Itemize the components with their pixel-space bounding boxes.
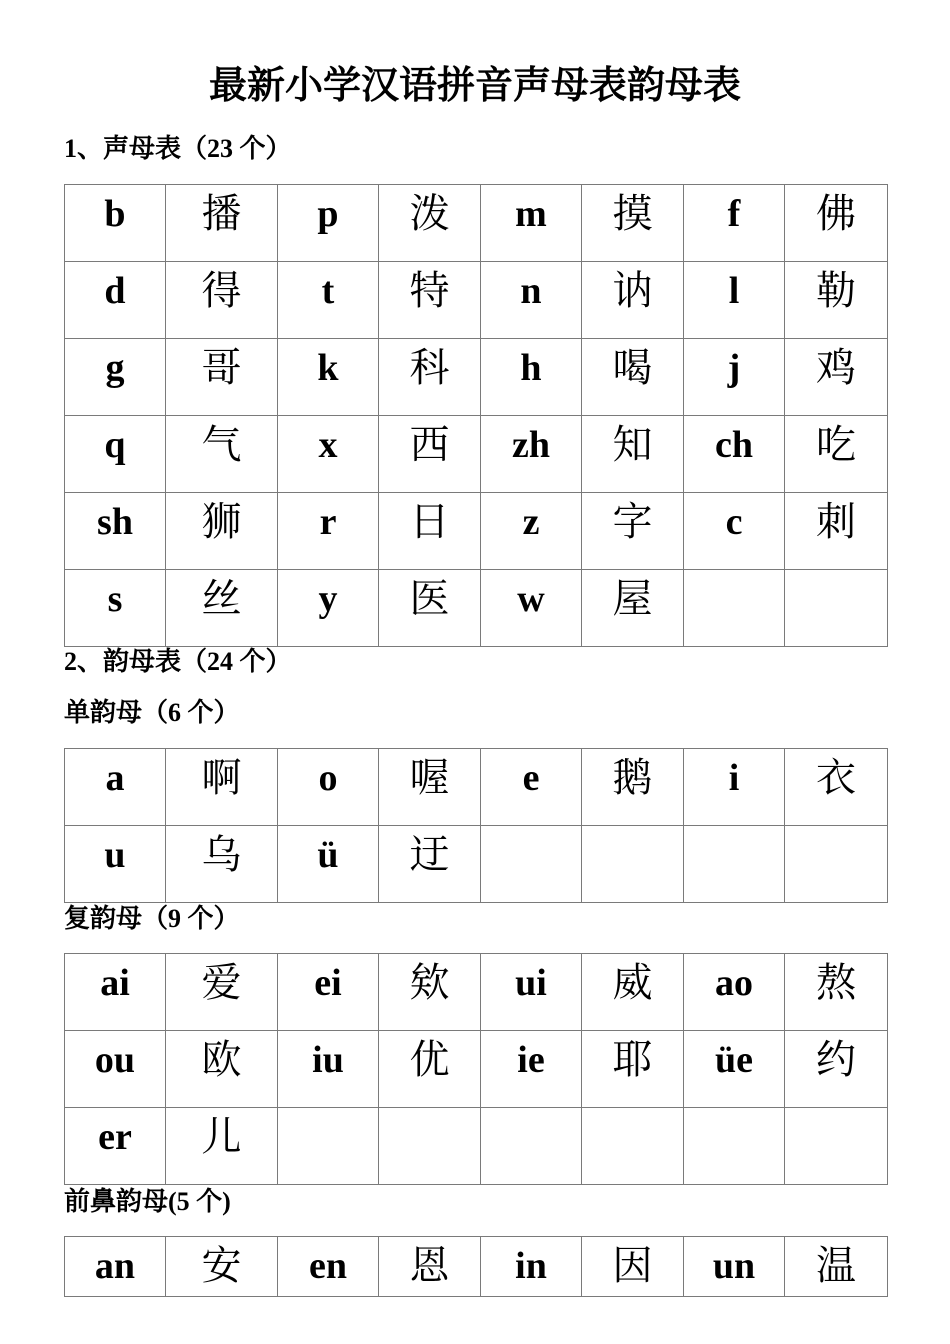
example-char-cell: 乌 (166, 826, 278, 903)
pinyin-cell: l (684, 262, 785, 339)
pinyin-cell (481, 826, 582, 903)
table-row (65, 570, 888, 647)
table-row (65, 262, 888, 339)
pinyin-cell: d (65, 262, 166, 339)
example-char-cell: 勒 (785, 262, 888, 339)
example-char-cell: 迂 (379, 826, 481, 903)
shengmu-table (64, 184, 888, 647)
yunmu-heading: 2、韵母表（24 个） (64, 647, 292, 676)
pinyin-cell: ai (65, 954, 166, 1031)
example-char-cell: 医 (379, 570, 481, 647)
pinyin-cell: iu (278, 1031, 379, 1108)
pinyin-cell (684, 1108, 785, 1185)
example-char-cell: 温 (785, 1237, 888, 1297)
example-char-cell (785, 570, 888, 647)
pinyin-cell: ao (684, 954, 785, 1031)
example-char-cell: 刺 (785, 493, 888, 570)
table-row (65, 416, 888, 493)
page-title: 最新小学汉语拼音声母表韵母表 (208, 65, 741, 107)
pinyin-cell: q (65, 416, 166, 493)
pinyin-cell: p (278, 185, 379, 262)
pinyin-cell: n (481, 262, 582, 339)
pinyin-cell: h (481, 339, 582, 416)
example-char-cell: 喝 (582, 339, 684, 416)
example-char-cell: 鹅 (582, 749, 684, 826)
pinyin-cell (481, 1108, 582, 1185)
pinyin-cell: z (481, 493, 582, 570)
example-char-cell: 安 (166, 1237, 278, 1297)
pinyin-cell: w (481, 570, 582, 647)
pinyin-cell: b (65, 185, 166, 262)
table-row (65, 1237, 888, 1297)
example-char-cell: 丝 (166, 570, 278, 647)
example-char-cell: 约 (785, 1031, 888, 1108)
example-char-cell: 屋 (582, 570, 684, 647)
pinyin-cell: j (684, 339, 785, 416)
pinyin-cell (684, 826, 785, 903)
example-char-cell: 衣 (785, 749, 888, 826)
table-row (65, 1031, 888, 1108)
pinyin-cell: ou (65, 1031, 166, 1108)
shengmu-heading: 1、声母表（23 个） (64, 134, 292, 163)
pinyin-cell: ei (278, 954, 379, 1031)
table-row (65, 493, 888, 570)
example-char-cell: 熬 (785, 954, 888, 1031)
example-char-cell: 吃 (785, 416, 888, 493)
pinyin-cell: s (65, 570, 166, 647)
pinyin-cell: t (278, 262, 379, 339)
example-char-cell: 泼 (379, 185, 481, 262)
example-char-cell: 西 (379, 416, 481, 493)
qianbi-yunmu-heading: 前鼻韵母(5 个) (64, 1187, 231, 1216)
pinyin-cell: r (278, 493, 379, 570)
pinyin-cell: a (65, 749, 166, 826)
pinyin-cell: sh (65, 493, 166, 570)
example-char-cell: 因 (582, 1237, 684, 1297)
example-char-cell: 日 (379, 493, 481, 570)
pinyin-cell: f (684, 185, 785, 262)
example-char-cell: 啊 (166, 749, 278, 826)
example-char-cell: 气 (166, 416, 278, 493)
example-char-cell (582, 1108, 684, 1185)
example-char-cell: 欧 (166, 1031, 278, 1108)
example-char-cell: 播 (166, 185, 278, 262)
fu-yunmu-table (64, 953, 888, 1185)
example-char-cell: 爱 (166, 954, 278, 1031)
example-char-cell: 欸 (379, 954, 481, 1031)
fu-yunmu-heading: 复韵母（9 个） (64, 904, 240, 933)
example-char-cell: 得 (166, 262, 278, 339)
example-char-cell (582, 826, 684, 903)
pinyin-cell: in (481, 1237, 582, 1297)
example-char-cell: 耶 (582, 1031, 684, 1108)
example-char-cell: 字 (582, 493, 684, 570)
pinyin-cell: o (278, 749, 379, 826)
table-row (65, 185, 888, 262)
pinyin-cell: un (684, 1237, 785, 1297)
pinyin-cell: u (65, 826, 166, 903)
example-char-cell (785, 826, 888, 903)
pinyin-cell: y (278, 570, 379, 647)
example-char-cell: 特 (379, 262, 481, 339)
dan-yunmu-heading: 单韵母（6 个） (64, 698, 240, 727)
pinyin-cell: c (684, 493, 785, 570)
pinyin-cell: m (481, 185, 582, 262)
example-char-cell (379, 1108, 481, 1185)
pinyin-cell: k (278, 339, 379, 416)
example-char-cell: 恩 (379, 1237, 481, 1297)
table-row (65, 749, 888, 826)
example-char-cell: 讷 (582, 262, 684, 339)
pinyin-cell: e (481, 749, 582, 826)
table-row (65, 954, 888, 1031)
example-char-cell (785, 1108, 888, 1185)
pinyin-cell: en (278, 1237, 379, 1297)
pinyin-cell: ü (278, 826, 379, 903)
pinyin-cell: üe (684, 1031, 785, 1108)
pinyin-cell (684, 570, 785, 647)
table-row (65, 1108, 888, 1185)
example-char-cell: 摸 (582, 185, 684, 262)
example-char-cell: 哥 (166, 339, 278, 416)
table-row (65, 826, 888, 903)
example-char-cell: 儿 (166, 1108, 278, 1185)
example-char-cell: 喔 (379, 749, 481, 826)
pinyin-cell: an (65, 1237, 166, 1297)
pinyin-cell: er (65, 1108, 166, 1185)
pinyin-cell: x (278, 416, 379, 493)
pinyin-cell: g (65, 339, 166, 416)
qianbi-yunmu-table (64, 1236, 888, 1297)
example-char-cell: 科 (379, 339, 481, 416)
dan-yunmu-table (64, 748, 888, 903)
pinyin-cell: ui (481, 954, 582, 1031)
pinyin-cell: ie (481, 1031, 582, 1108)
example-char-cell: 优 (379, 1031, 481, 1108)
example-char-cell: 知 (582, 416, 684, 493)
example-char-cell: 佛 (785, 185, 888, 262)
example-char-cell: 鸡 (785, 339, 888, 416)
pinyin-cell (278, 1108, 379, 1185)
example-char-cell: 威 (582, 954, 684, 1031)
example-char-cell: 狮 (166, 493, 278, 570)
table-row (65, 339, 888, 416)
pinyin-cell: ch (684, 416, 785, 493)
pinyin-cell: zh (481, 416, 582, 493)
pinyin-cell: i (684, 749, 785, 826)
